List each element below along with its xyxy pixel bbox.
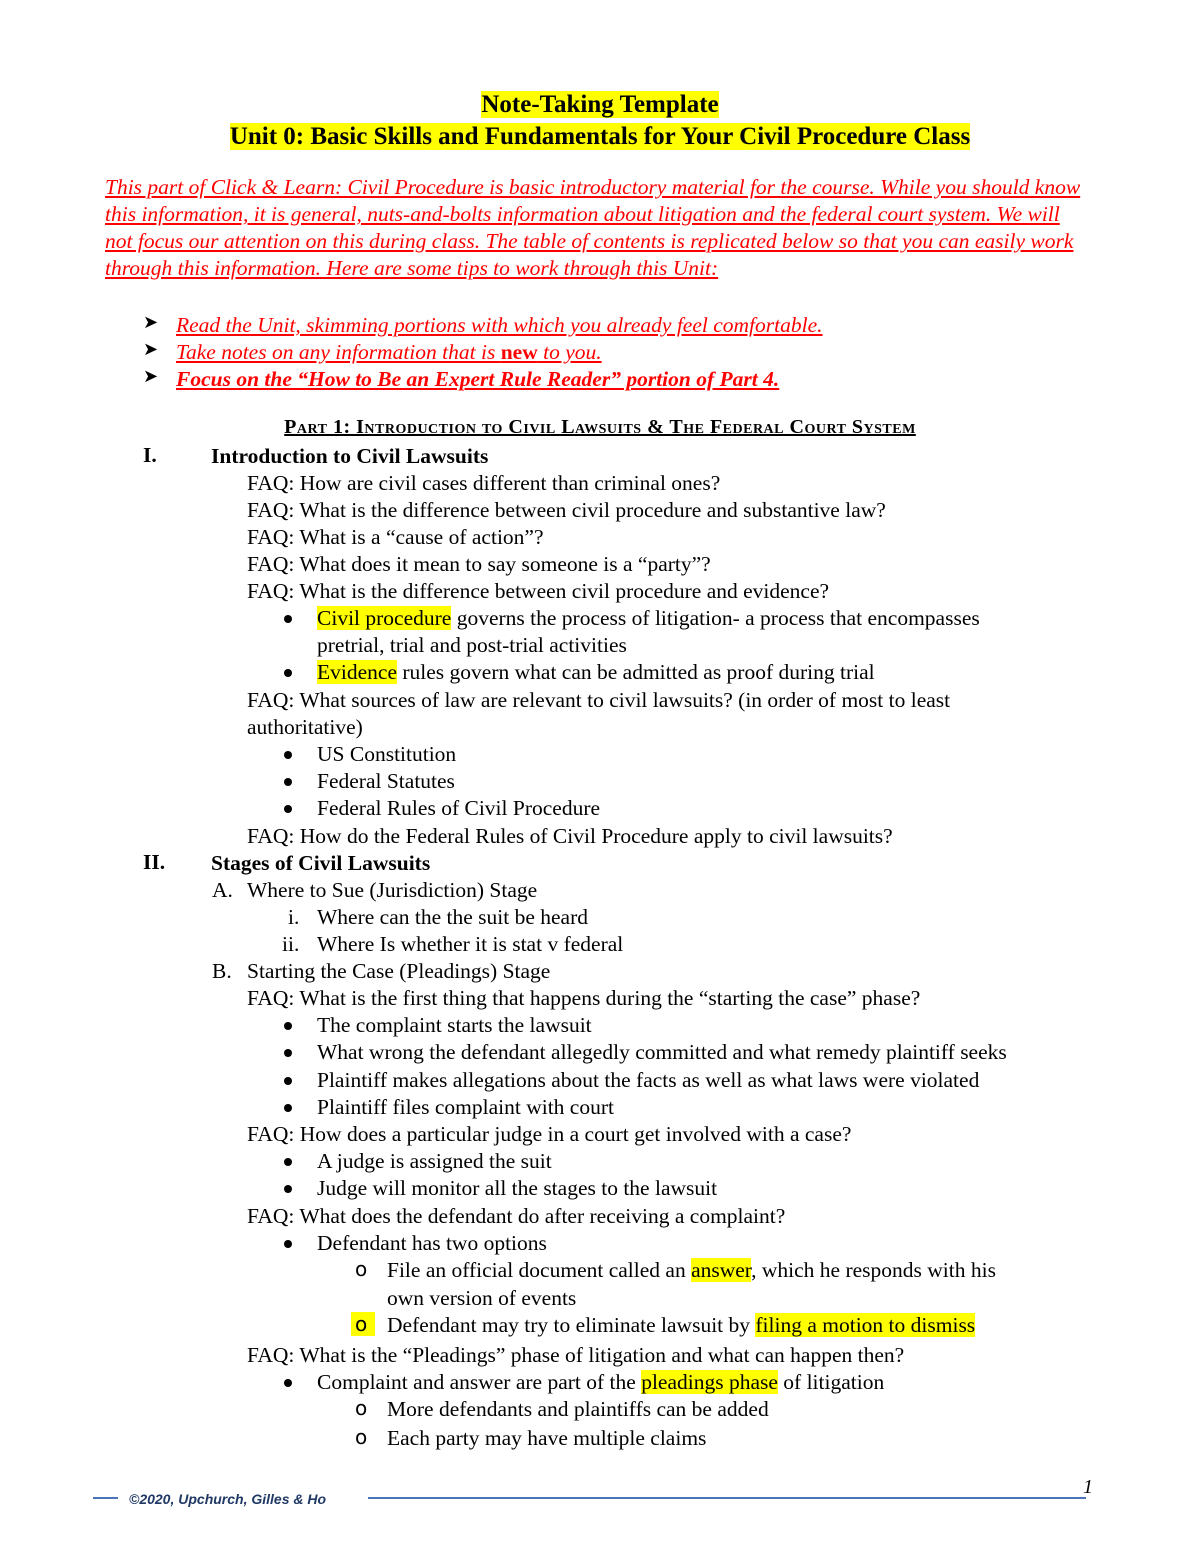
- sub-list-item-text: Defendant may try to eliminate lawsuit by: [387, 1313, 756, 1337]
- intro-paragraph: This part of Click & Learn: Civil Procedure is basic introductory material for the course. While you should know this information, it is general, nuts-and-bolts information about litigation and the federal court system. We will not focus our attention on this during class. The table of contents is replicated below so that you can easily work through this information. Here are some tips to work through this Unit:: [105, 175, 1081, 280]
- list-item: Federal Statutes: [317, 769, 455, 793]
- sub-item: Where Is whether it is stat v federal: [317, 932, 624, 956]
- list-item-continuation: pretrial, trial and post-trial activities: [317, 633, 627, 657]
- highlight: pleadings phase: [641, 1370, 778, 1394]
- faq-item: FAQ: What is the “Pleadings” phase of litigation and what can happen then?: [247, 1343, 905, 1367]
- subsection-label: B.: [212, 959, 232, 983]
- document-title: [0, 89, 1200, 121]
- highlight: answer: [691, 1258, 752, 1282]
- footer-copyright: ©2020, Upchurch, Gilles & Ho: [129, 1491, 327, 1507]
- footer-rule-right: [368, 1497, 1086, 1499]
- circle-bullet-icon: o: [351, 1312, 375, 1336]
- bullet-icon: [284, 1077, 292, 1085]
- faq-item: FAQ: What is a “cause of action”?: [247, 525, 544, 549]
- highlight: Civil procedure: [317, 606, 452, 630]
- sub-item-label: ii.: [282, 932, 300, 956]
- section-2-title: Stages of Civil Lawsuits: [211, 851, 431, 875]
- sub-list-item: [387, 1312, 975, 1339]
- highlight: filing a motion to dismiss: [755, 1313, 976, 1337]
- tip-2: [176, 339, 602, 366]
- list-item: US Constitution: [317, 742, 457, 766]
- tip-bullet-icon: ➤: [143, 312, 159, 332]
- list-item: [317, 659, 875, 686]
- tip-3: Focus on the “How to Be an Expert Rule Reader” portion of Part 4.: [176, 367, 780, 391]
- faq-item: FAQ: How do the Federal Rules of Civil Procedure apply to civil lawsuits?: [247, 824, 893, 848]
- list-item-text: governs the process of litigation- a process that encompasses: [451, 606, 980, 630]
- tip-1: Read the Unit, skimming portions with which you already feel comfortable.: [176, 313, 823, 337]
- tip-bullet-icon: ➤: [143, 366, 159, 386]
- faq-item: FAQ: What is the first thing that happens during the “starting the case” phase?: [247, 986, 921, 1010]
- bullet-icon: [284, 1240, 292, 1248]
- list-item-text: of litigation: [777, 1370, 885, 1394]
- list-item: [317, 1369, 884, 1396]
- bullet-icon: [284, 615, 292, 623]
- page-number: 1: [1083, 1476, 1093, 1498]
- list-item: Plaintiff makes allegations about the facts as well as what laws were violated: [317, 1068, 980, 1092]
- faq-item: FAQ: How does a particular judge in a court get involved with a case?: [247, 1122, 852, 1146]
- tip-2-bold: new: [500, 340, 538, 364]
- list-item: The complaint starts the lawsuit: [317, 1013, 592, 1037]
- document-subtitle-text: Unit 0: Basic Skills and Fundamentals for Your Civil Procedure Class: [229, 123, 971, 150]
- bullet-icon: [284, 669, 292, 677]
- list-item: [317, 605, 980, 632]
- subsection-title: Starting the Case (Pleadings) Stage: [247, 959, 551, 983]
- list-item-text: Complaint and answer are part of the: [317, 1370, 642, 1394]
- tip-2-start: Take notes on any information that is: [176, 340, 501, 364]
- subsection-title: Where to Sue (Jurisdiction) Stage: [247, 878, 538, 902]
- bullet-icon: [284, 805, 292, 813]
- subsection-label: A.: [212, 878, 233, 902]
- document-subtitle: [0, 121, 1200, 153]
- faq-item: FAQ: What does it mean to say someone is a “party”?: [247, 552, 711, 576]
- bullet-icon: [284, 1185, 292, 1193]
- bullet-icon: [284, 1049, 292, 1057]
- sub-list-item: Each party may have multiple claims: [387, 1426, 707, 1450]
- faq-item: FAQ: What does the defendant do after receiving a complaint?: [247, 1204, 786, 1228]
- list-item-text: rules govern what can be admitted as proof during trial: [397, 660, 875, 684]
- sub-list-item: More defendants and plaintiffs can be added: [387, 1397, 769, 1421]
- circle-bullet-icon: o: [355, 1425, 368, 1449]
- list-item: Federal Rules of Civil Procedure: [317, 796, 601, 820]
- sub-item-label: i.: [288, 905, 300, 929]
- list-item: Defendant has two options: [317, 1231, 547, 1255]
- faq-item: FAQ: What sources of law are relevant to civil lawsuits? (in order of most to least: [247, 688, 951, 712]
- faq-item-continuation: authoritative): [247, 715, 363, 739]
- tip-2-end: to you.: [537, 340, 602, 364]
- bullet-icon: [284, 1379, 292, 1387]
- circle-bullet-icon: o: [355, 1257, 368, 1281]
- faq-item: FAQ: How are civil cases different than criminal ones?: [247, 471, 721, 495]
- list-item: What wrong the defendant allegedly committed and what remedy plaintiff seeks: [317, 1040, 1007, 1064]
- highlight: Evidence: [317, 660, 397, 684]
- list-item: Judge will monitor all the stages to the lawsuit: [317, 1176, 718, 1200]
- section-1-numeral: I.: [143, 443, 157, 467]
- part-1-heading: Part 1: Introduction to Civil Lawsuits & The Federal Court System: [284, 416, 916, 438]
- sub-item: Where can the the suit be heard: [317, 905, 589, 929]
- bullet-icon: [284, 1104, 292, 1112]
- bullet-icon: [284, 1158, 292, 1166]
- list-item: Plaintiff files complaint with court: [317, 1095, 614, 1119]
- bullet-icon: [284, 778, 292, 786]
- bullet-icon: [284, 751, 292, 759]
- section-1-title: Introduction to Civil Lawsuits: [211, 444, 489, 468]
- sub-list-item-continuation: own version of events: [387, 1286, 577, 1310]
- faq-item: FAQ: What is the difference between civil procedure and evidence?: [247, 579, 830, 603]
- footer-rule-left: [93, 1497, 118, 1499]
- sub-list-item-text: File an official document called an: [387, 1258, 692, 1282]
- sub-list-item: [387, 1257, 996, 1284]
- faq-item: FAQ: What is the difference between civil procedure and substantive law?: [247, 498, 886, 522]
- sub-list-item-text: , which he responds with his: [751, 1258, 996, 1282]
- list-item: A judge is assigned the suit: [317, 1149, 552, 1173]
- bullet-icon: [284, 1022, 292, 1030]
- tip-bullet-icon: ➤: [143, 339, 159, 359]
- circle-bullet-icon: o: [355, 1396, 368, 1420]
- section-2-numeral: II.: [143, 850, 166, 874]
- document-title-text: Note-Taking Template: [481, 91, 719, 118]
